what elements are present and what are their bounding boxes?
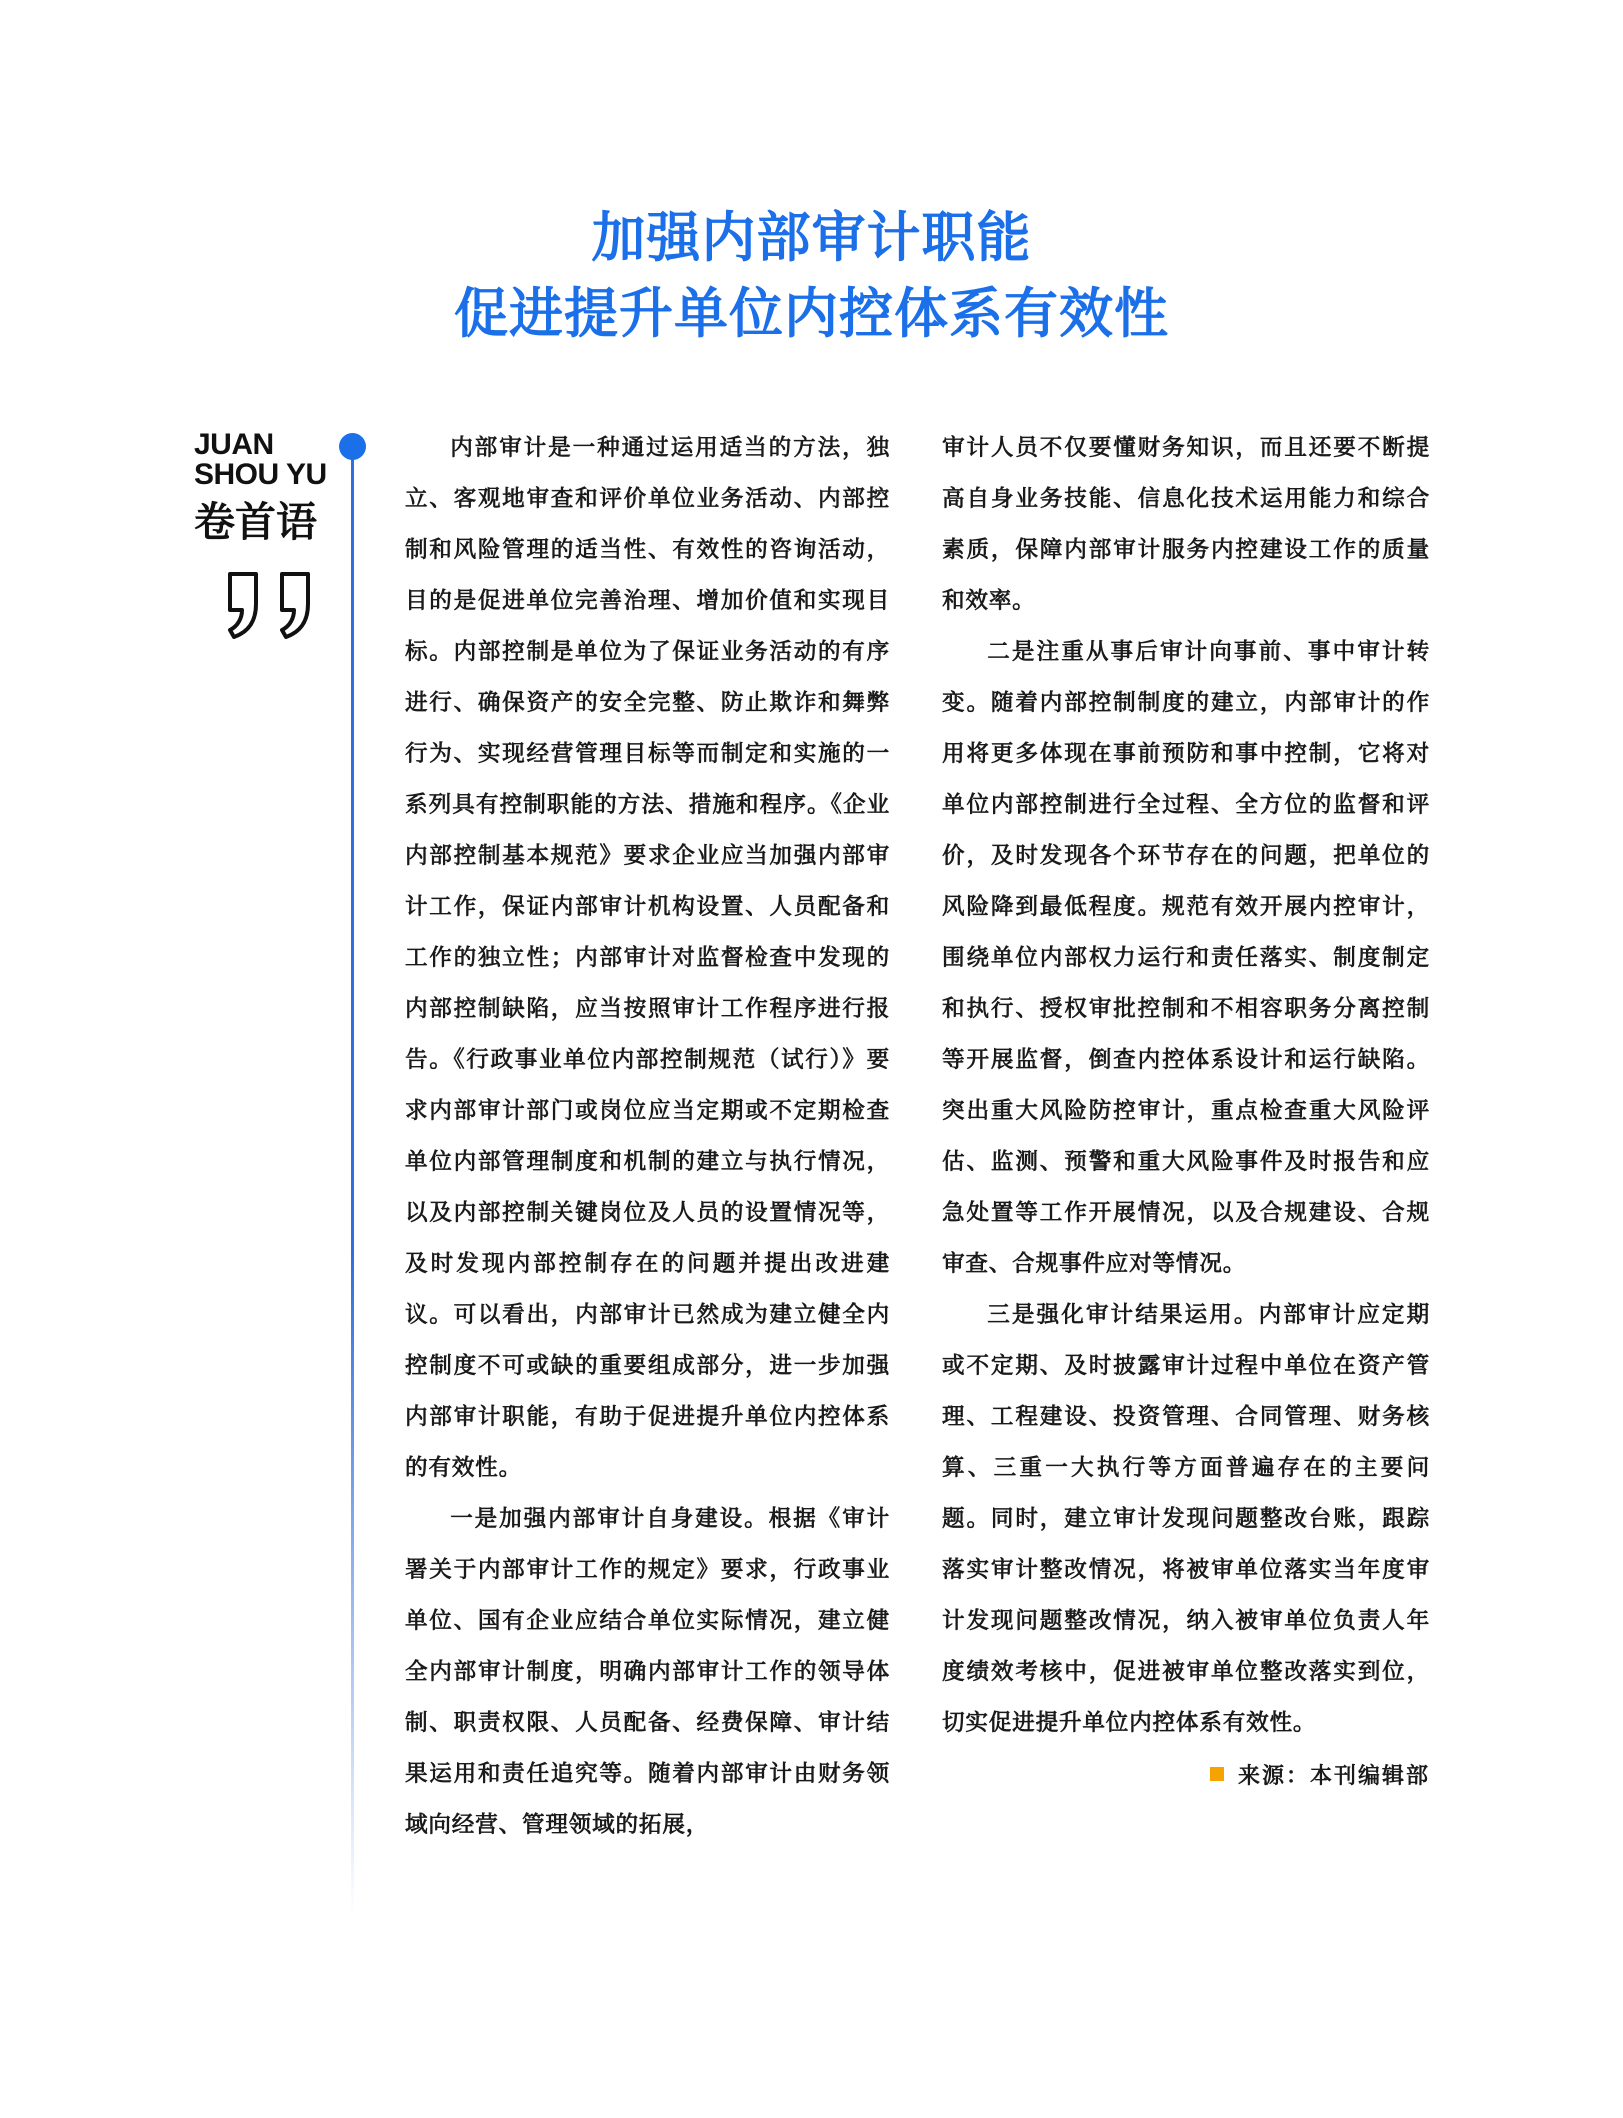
paragraph-point-3: 三是强化审计结果运用。内部审计应定期或不定期、及时披露审计过程中单位在资产管理、工程建设、投资管理、合同管理、财务核算、三重一大执行等方面普遍存在的主要问题。同时，建立审计发现问题整改台账，跟踪落实审计整改情况，将被审单位落实当年度审计发现问题整改情况，纳入被审单位负责人年度绩效考核中，促进被审单位整改落实到位，切实促进提升单位内控体系有效性。 [942,1302,1430,1736]
source-marker [1210,1767,1224,1781]
paragraph-intro: 内部审计是一种通过运用适当的方法，独立、客观地审查和评价单位业务活动、内部控制和风险管理的适当性、有效性的咨询活动，目的是促进单位完善治理、增加价值和实现目标。内部控制是单位为了保证业务活动的有序进行、确保资产的安全完整、防止欺诈和舞弊行为、实现经营管理目标等而制定和实施的一系列具有控制职能的方法、措施和程序。《企业内部控制基本规范》要求企业应当加强内部审计工作，保证内部审计机构设置、人员配备和工作的独立性；内部审计对监督检查中发现的内部控制缺陷，应当按照审计工作程序进行报告。《行政事业单位内部控制规范（试行）》要求内部审计部门或岗位应当定期或不定期检查单位内部管理制度和机制的建立与执行情况，以及内部控制关键岗位及人员的设置情况等，及时发现内部控制存在的问题并提出改进建议。可以看出，内部审计已然成为建立健全内控制度不可或缺的重要组成部分，进一步加强内部审计职能，有助于促进提升单位内控体系的有效性。 [405,435,890,1481]
column-name: 卷首语 [194,498,317,546]
text-column-right [942,423,1430,1797]
title-line-1: 加强内部审计职能 [591,206,1032,269]
article-title [0,200,1623,352]
source-text: 来源：本刊编辑部 [1237,1764,1430,1789]
text-column-left [405,423,890,1851]
paragraph-point-2: 二是注重从事后审计向事前、事中审计转变。随着内部控制制度的建立，内部审计的作用将更多体现在事前预防和事中控制，它将对单位内部控制进行全过程、全方位的监督和评价，及时发现各个环节存在的问题，把单位的风险降到最低程度。规范有效开展内控审计，围绕单位内部权力运行和责任落实、制度制定和执行、授权审批控制和不相容职务分离控制等开展监督，倒查内控体系设计和运行缺陷。突出重大风险防控审计，重点检查重大风险评估、监测、预警和重大风险事件及时报告和应急处置等工作开展情况，以及合规建设、合规审查、合规事件应对等情况。 [942,639,1430,1277]
column-latin-line-2: SHOU YU [194,458,327,491]
paragraph-point-1-continued: 审计人员不仅要懂财务知识，而且还要不断提高自身业务技能、信息化技术运用能力和综合素质，保障内部审计服务内控建设工作的质量和效率。 [942,435,1430,614]
decorative-dot [339,433,366,460]
column-label [194,430,334,552]
decorative-vertical-line [351,446,354,1916]
column-latin-line-1: JUAN [194,428,274,461]
paragraph-point-1: 一是加强内部审计自身建设。根据《审计署关于内部审计工作的规定》要求，行政事业单位、国有企业应结合单位实际情况，建立健全内部审计制度，明确内部审计工作的领导体制、职责权限、人员配备、经费保障、审计结果运用和责任追究等。随着内部审计由财务领域向经营、管理领域的拓展， [405,1506,890,1838]
title-line-2: 促进提升单位内控体系有效性 [454,282,1169,345]
source-credit [942,1757,1430,1797]
closing-quote-icon [222,570,332,640]
